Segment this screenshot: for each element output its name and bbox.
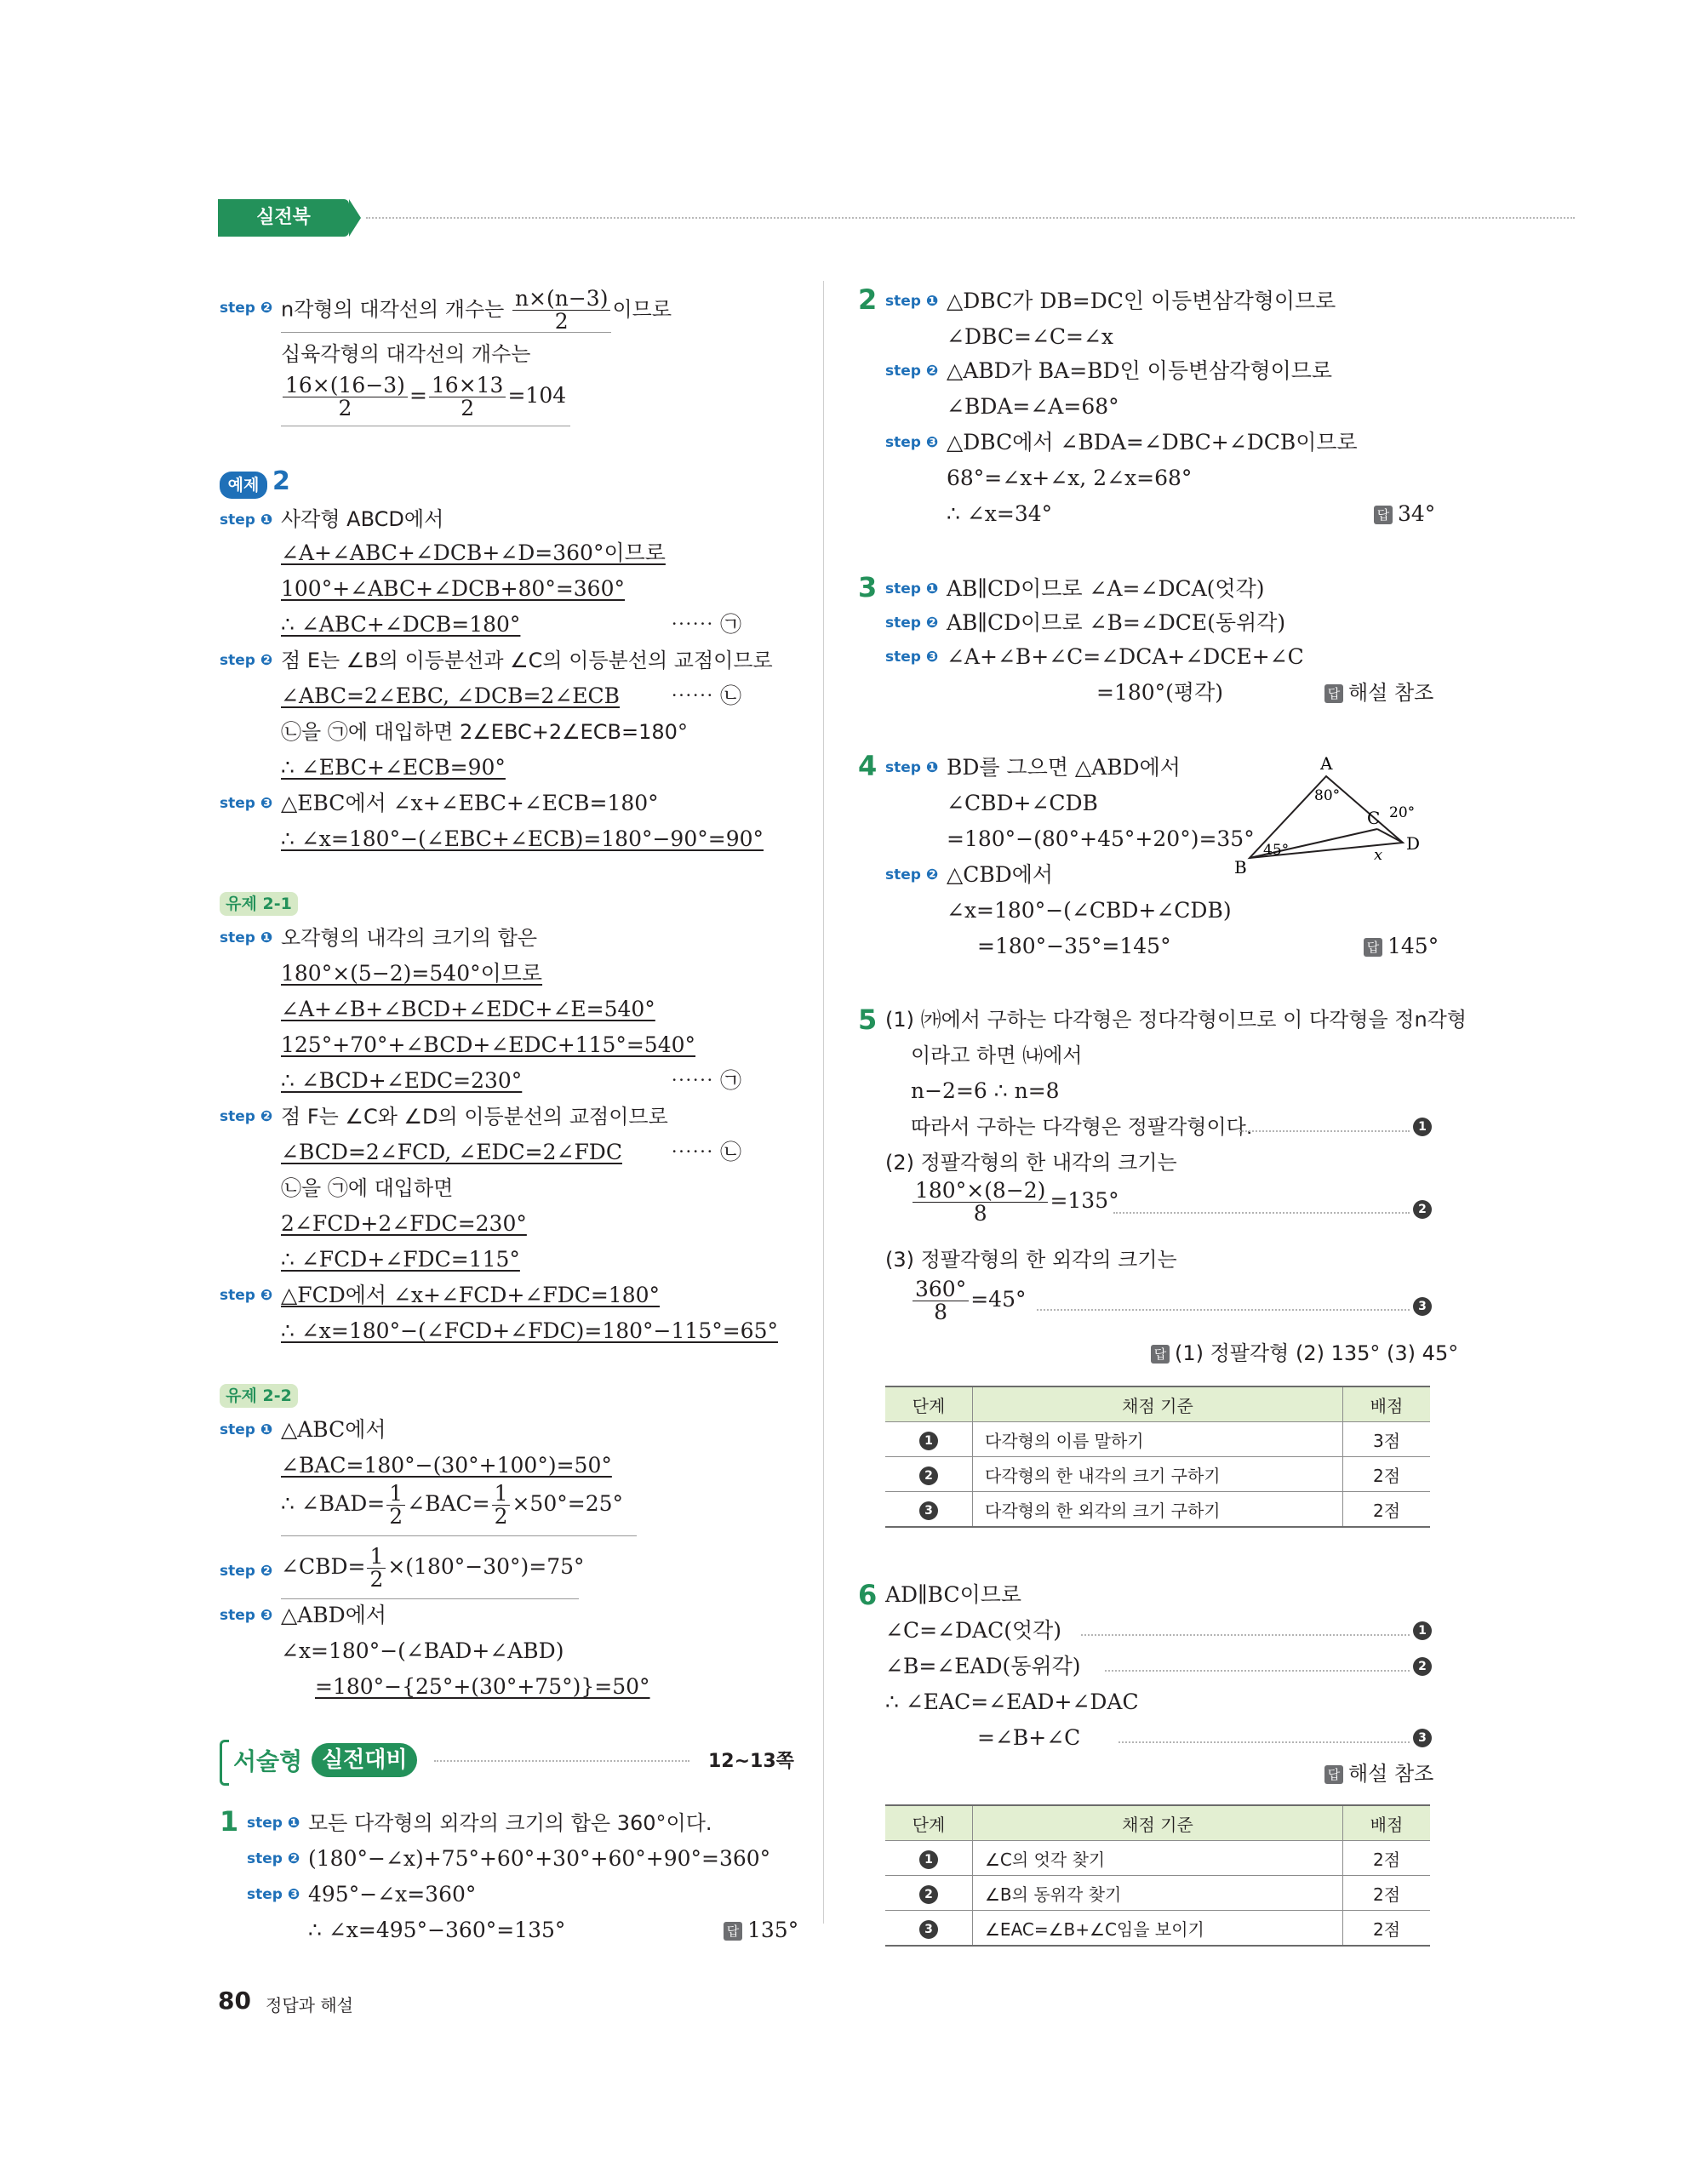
answer — [724, 1917, 798, 1944]
equation-line: △DBC에서 ∠BDA=∠DBC+∠DCB이므로 — [947, 430, 1358, 455]
table-row — [885, 1841, 1430, 1876]
equation-line: =∠B+∠C — [977, 1725, 1081, 1750]
equation-line: ∠A+∠ABC+∠DCB+∠D=360°이므로 — [281, 540, 666, 565]
text-fragment: ∠BAC= — [407, 1491, 490, 1516]
equation-marker: ⋯⋯ ㉡ — [671, 1140, 741, 1164]
fraction — [913, 1180, 1048, 1225]
header-dotted-rule — [366, 217, 1575, 219]
question-number: 4 — [858, 750, 878, 782]
equation-line: ∠BCD=2∠FCD, ∠EDC=2∠FDC — [281, 1140, 622, 1164]
fraction — [913, 1278, 969, 1324]
equation-line: AB∥CD이므로 ∠B=∠DCE(동위각) — [947, 610, 1286, 635]
numerator: 180°×(8−2) — [913, 1180, 1048, 1203]
mark-circle: 1 — [919, 1850, 938, 1869]
essay-dotted-rule — [434, 1760, 689, 1762]
table-cell: ∠C의 엇각 찾기 — [973, 1841, 1343, 1876]
step-label: step ❸ — [220, 1607, 273, 1624]
table-cell: 다각형의 이름 말하기 — [973, 1422, 1343, 1457]
table-cell: 다각형의 한 외각의 크기 구하기 — [973, 1492, 1343, 1528]
angle-label: 45° — [1263, 842, 1290, 859]
text-line: 따라서 구하는 다각형은 정팔각형이다. — [911, 1115, 1253, 1139]
equation-line: 100°+∠ABC+∠DCB+80°=360° — [281, 576, 625, 601]
answer — [1374, 500, 1435, 528]
question-number: 2 — [858, 283, 878, 316]
mark-circle: 3 — [1413, 1297, 1432, 1316]
header-tab-arrow — [349, 199, 361, 237]
mark-circle: 2 — [1413, 1200, 1432, 1219]
text-line: 모든 다각형의 외각의 크기의 합은 360°이다. — [308, 1811, 712, 1835]
fraction — [283, 374, 408, 420]
answer-value: 135° — [747, 1918, 799, 1942]
table-header-row — [885, 1386, 1430, 1422]
step-label: step ❶ — [885, 293, 939, 310]
text-fragment: ×50°=25° — [512, 1491, 624, 1516]
step-label: step ❷ — [220, 1563, 273, 1580]
text-fragment: 이므로 — [612, 297, 672, 322]
equation-line: ∴ ∠x=495°−360°=135° — [308, 1918, 566, 1942]
table-cell: ∠EAC=∠B+∠C임을 보이기 — [973, 1911, 1343, 1947]
scoring-table — [885, 1386, 1430, 1528]
numerator: 1 — [386, 1483, 405, 1506]
angle-label: x — [1374, 846, 1383, 864]
numerator: n×(n−3) — [512, 288, 611, 311]
text-line: ㉡을 ㉠에 대입하면 2∠EBC+2∠ECB=180° — [281, 720, 688, 744]
dotted-leader — [1081, 1634, 1410, 1636]
mark-circle: 1 — [1413, 1621, 1432, 1640]
equation-line: ∴ ∠EBC+∠ECB=90° — [281, 755, 506, 780]
table-row — [885, 1457, 1430, 1492]
dotted-leader — [1239, 1130, 1410, 1132]
dotted-leader — [1118, 1741, 1410, 1743]
answer — [1364, 933, 1439, 960]
underline-rule — [281, 332, 611, 333]
step-label: step ❸ — [247, 1886, 300, 1903]
table-cell: 2점 — [1343, 1457, 1431, 1492]
numerator: 16×13 — [429, 374, 506, 397]
column-header: 채점 기준 — [973, 1805, 1343, 1841]
equation-line: =180°−{25°+(30°+75°)}=50° — [315, 1674, 650, 1699]
step-label: step ❷ — [247, 1850, 300, 1867]
equation-line: ∴ ∠ABC+∠DCB=180° — [281, 612, 521, 637]
table-cell: 2점 — [1343, 1841, 1431, 1876]
triangle-figure — [1233, 754, 1445, 890]
essay-pages: 12~13쪽 — [708, 1751, 794, 1772]
equation-marker: ⋯⋯ ㉠ — [671, 1068, 741, 1093]
equation-line: ∴ ∠EAC=∠EAD+∠DAC — [885, 1689, 1139, 1714]
denominator: 2 — [461, 396, 475, 420]
equation-line: =180°−35°=145° — [977, 934, 1171, 958]
exercise-badge: 유제 2-1 — [220, 892, 298, 916]
equation-line: △ABD가 BA=BD인 이등변삼각형이므로 — [947, 358, 1333, 383]
dotted-leader — [1037, 1309, 1410, 1311]
equation-line — [281, 374, 566, 420]
answer-icon: 답 — [1364, 938, 1382, 957]
equation-line: ∠A+∠B+∠BCD+∠EDC+∠E=540° — [281, 997, 655, 1021]
question-number: 6 — [858, 1579, 878, 1611]
mark-circle: 1 — [919, 1432, 938, 1450]
scoring-table — [885, 1804, 1430, 1947]
equation-line: ∠x=180°−(∠BAD+∠ABD) — [281, 1638, 564, 1663]
step-label: step ❷ — [220, 1108, 273, 1125]
dotted-leader — [1113, 1212, 1410, 1214]
text-line: (1) ㈎에서 구하는 다각형은 정다각형이므로 이 다각형을 정n각형 — [885, 1008, 1467, 1032]
table-cell — [885, 1492, 973, 1528]
text-line: 점 E는 ∠B의 이등분선과 ∠C의 이등분선의 교점이므로 — [281, 649, 773, 672]
table-row — [885, 1876, 1430, 1911]
table-row — [885, 1492, 1430, 1528]
equation-line: ∴ ∠x=34° — [947, 501, 1053, 526]
equation-line: ∴ ∠x=180°−(∠FCD+∠FDC)=180°−115°=65° — [281, 1318, 778, 1343]
step-label: step ❸ — [220, 795, 273, 812]
equation-line: △EBC에서 ∠x+∠EBC+∠ECB=180° — [281, 791, 659, 815]
table-cell — [885, 1422, 973, 1457]
step-label: step ❶ — [885, 759, 939, 776]
essay-label: 서술형 — [233, 1747, 303, 1775]
equation-line: (180°−∠x)+75°+60°+30°+60°+90°=360° — [308, 1846, 771, 1871]
denominator: 2 — [554, 309, 569, 334]
column-header: 단계 — [885, 1386, 973, 1422]
numerator: 1 — [367, 1546, 386, 1569]
fraction — [367, 1546, 386, 1591]
question-number: 1 — [220, 1805, 239, 1838]
equation-line: ∠DBC=∠C=∠x — [947, 324, 1113, 349]
table-cell — [885, 1841, 973, 1876]
answer-value: 해설 참조 — [1348, 681, 1434, 705]
question-number: 5 — [858, 1003, 878, 1036]
text-line — [281, 288, 672, 333]
text-line: (3) 정팔각형의 한 외각의 크기는 — [885, 1248, 1177, 1272]
text-line: ㉡을 ㉠에 대입하면 — [281, 1176, 454, 1200]
table-row — [885, 1911, 1430, 1947]
answer — [1324, 1760, 1433, 1787]
equation-line: ∠BAC=180°−(30°+100°)=50° — [281, 1453, 612, 1478]
equation-line: △ABC에서 — [281, 1417, 386, 1442]
text-line: 점 F는 ∠C와 ∠D의 이등분선의 교점이므로 — [281, 1105, 668, 1129]
table-cell — [885, 1457, 973, 1492]
angle-label: 20° — [1389, 804, 1416, 821]
answer-value: 해설 참조 — [1348, 1762, 1434, 1786]
vertex-label: C — [1367, 808, 1381, 828]
step-label: step ❷ — [885, 615, 939, 632]
answer-value: 145° — [1387, 934, 1439, 958]
text-line: 이라고 하면 ㈏에서 — [911, 1043, 1083, 1067]
numerator: 16×(16−3) — [283, 374, 408, 397]
equation-line — [911, 1278, 1026, 1324]
equation-line: =180°(평각) — [1096, 680, 1223, 705]
column-header: 채점 기준 — [973, 1386, 1343, 1422]
mark-circle: 2 — [1413, 1657, 1432, 1676]
equation-line: △CBD에서 — [947, 862, 1054, 887]
equation-line: 180°×(5−2)=540°이므로 — [281, 961, 543, 986]
equation-line: ∠B=∠EAD(동위각) — [885, 1654, 1081, 1678]
equals: = — [409, 383, 427, 408]
step-label: step ❶ — [885, 580, 939, 597]
column-header: 배점 — [1343, 1805, 1431, 1841]
text-fragment: ×(180°−30°)=75° — [387, 1554, 585, 1579]
vertex-label: D — [1406, 833, 1421, 854]
answer-icon: 답 — [1374, 506, 1393, 524]
page-label: 정답과 해설 — [266, 1995, 353, 2015]
equation-line: BD를 그으면 △ABD에서 — [947, 755, 1181, 780]
equation-line: ∠A+∠B+∠C=∠DCA+∠DCE+∠C — [947, 644, 1304, 669]
dotted-leader — [1105, 1670, 1410, 1672]
numerator: 1 — [492, 1483, 511, 1506]
step-label: step ❸ — [885, 649, 939, 666]
text-fragment: =45° — [970, 1287, 1027, 1312]
example-number: 2 — [272, 466, 290, 496]
denominator: 8 — [973, 1201, 987, 1226]
fraction — [512, 288, 611, 333]
mark-circle: 1 — [1413, 1118, 1432, 1136]
mark-circle: 2 — [919, 1885, 938, 1904]
section-tab-label: 실전북 — [256, 207, 311, 228]
essay-label-pill: 실전대비 — [312, 1743, 417, 1777]
mark-circle: 2 — [919, 1466, 938, 1485]
step-label: step ❷ — [220, 652, 273, 669]
denominator: 2 — [369, 1567, 384, 1592]
numerator: 360° — [913, 1278, 969, 1301]
step-label: step ❶ — [220, 1421, 273, 1438]
step-label: step ❷ — [885, 866, 939, 883]
answer-icon: 답 — [1324, 684, 1343, 703]
vertex-label: B — [1234, 857, 1247, 878]
equation-line: 68°=∠x+∠x, 2∠x=68° — [947, 466, 1193, 490]
equation-marker: ⋯⋯ ㉡ — [671, 683, 741, 708]
table-cell — [885, 1876, 973, 1911]
fraction — [429, 374, 506, 420]
answer-icon: 답 — [1324, 1765, 1343, 1784]
text-fragment: ∠CBD= — [281, 1554, 366, 1579]
text-line: 오각형의 내각의 크기의 합은 — [281, 926, 538, 950]
equation-line — [281, 1483, 623, 1528]
equation-line: △DBC가 DB=DC인 이등변삼각형이므로 — [947, 289, 1336, 313]
column-header: 배점 — [1343, 1386, 1431, 1422]
equation-line: n−2=6 ∴ n=8 — [911, 1078, 1060, 1103]
page-number: 80 — [218, 1987, 251, 2015]
table-header-row — [885, 1805, 1430, 1841]
equation-line: △FCD에서 ∠x+∠FCD+∠FDC=180° — [281, 1283, 661, 1307]
answer-icon: 답 — [724, 1922, 742, 1941]
column-header: 단계 — [885, 1805, 973, 1841]
equation-line: ∴ ∠BCD+∠EDC=230° — [281, 1068, 523, 1093]
table-cell: 2점 — [1343, 1911, 1431, 1947]
step-label: step ❷ — [885, 363, 939, 380]
table-cell: 2점 — [1343, 1492, 1431, 1528]
step-label: step ❸ — [220, 1287, 273, 1304]
equation-line: 495°−∠x=360° — [308, 1882, 477, 1907]
example-badge: 예제 — [220, 472, 267, 499]
equation-line: ∠C=∠DAC(엇각) — [885, 1618, 1062, 1643]
table-cell — [885, 1911, 973, 1947]
denominator: 2 — [389, 1504, 403, 1529]
essay-bracket — [220, 1740, 229, 1786]
denominator: 2 — [338, 396, 352, 420]
equation-line: =180°−(80°+45°+20°)=35° — [947, 826, 1255, 851]
equation-marker: ⋯⋯ ㉠ — [671, 612, 741, 637]
column-divider — [823, 281, 824, 1924]
mark-circle: 3 — [1413, 1729, 1432, 1747]
equation-line: ∴ ∠FCD+∠FDC=115° — [281, 1247, 520, 1272]
answer-value: (1) 정팔각형 (2) 135° (3) 45° — [1175, 1341, 1459, 1365]
exercise-badge: 유제 2-2 — [220, 1384, 298, 1408]
text-fragment: =135° — [1050, 1188, 1119, 1213]
mark-circle: 3 — [919, 1920, 938, 1939]
fraction — [492, 1483, 511, 1528]
table-cell: ∠B의 동위각 찾기 — [973, 1876, 1343, 1911]
step-label: step ❷ — [220, 300, 273, 317]
equation-line: ∠CBD+∠CDB — [947, 791, 1098, 815]
answer — [1151, 1340, 1458, 1367]
equation-line: AD∥BC이므로 — [885, 1582, 1022, 1607]
text-fragment: n각형의 대각선의 개수는 — [281, 297, 505, 322]
table-cell: 다각형의 한 내각의 크기 구하기 — [973, 1457, 1343, 1492]
angle-label: 80° — [1314, 787, 1341, 804]
result: =104 — [507, 383, 567, 408]
table-row — [885, 1422, 1430, 1457]
equation-line: ∠x=180°−(∠CBD+∠CDB) — [947, 898, 1232, 923]
text-line: 십육각형의 대각선의 개수는 — [281, 342, 531, 366]
step-label: step ❶ — [220, 929, 273, 946]
equation-line: ∠BDA=∠A=68° — [947, 394, 1119, 419]
equation-line: △ABD에서 — [281, 1603, 386, 1627]
step-label: step ❶ — [220, 512, 273, 529]
answer — [1324, 679, 1433, 706]
denominator: 2 — [494, 1504, 508, 1529]
step-label: step ❸ — [885, 434, 939, 451]
mark-circle: 3 — [919, 1501, 938, 1520]
equation-line: 2∠FCD+2∠FDC=230° — [281, 1211, 527, 1236]
table-cell: 2점 — [1343, 1876, 1431, 1911]
answer-value: 34° — [1398, 501, 1436, 526]
fraction — [386, 1483, 405, 1528]
question-number: 3 — [858, 571, 878, 603]
table-cell: 3점 — [1343, 1422, 1431, 1457]
underline-rule — [281, 1535, 637, 1536]
text-fragment: ∴ ∠BAD= — [281, 1491, 386, 1516]
equation-line: ∴ ∠x=180°−(∠EBC+∠ECB)=180°−90°=90° — [281, 826, 764, 851]
equation-line: 125°+70°+∠BCD+∠EDC+115°=540° — [281, 1032, 696, 1057]
step-label: step ❶ — [247, 1815, 300, 1832]
text-line: 사각형 ABCD에서 — [281, 507, 444, 531]
underline-rule — [281, 1598, 579, 1599]
equation-line — [911, 1180, 1119, 1225]
vertex-label: A — [1320, 754, 1333, 774]
equation-line — [281, 1546, 585, 1591]
equation-line: AB∥CD이므로 ∠A=∠DCA(엇각) — [947, 576, 1265, 601]
answer-icon: 답 — [1151, 1345, 1170, 1364]
denominator: 8 — [934, 1300, 948, 1324]
header-tab — [218, 199, 349, 237]
text-line: (2) 정팔각형의 한 내각의 크기는 — [885, 1151, 1177, 1175]
equation-line: ∠ABC=2∠EBC, ∠DCB=2∠ECB — [281, 683, 621, 708]
